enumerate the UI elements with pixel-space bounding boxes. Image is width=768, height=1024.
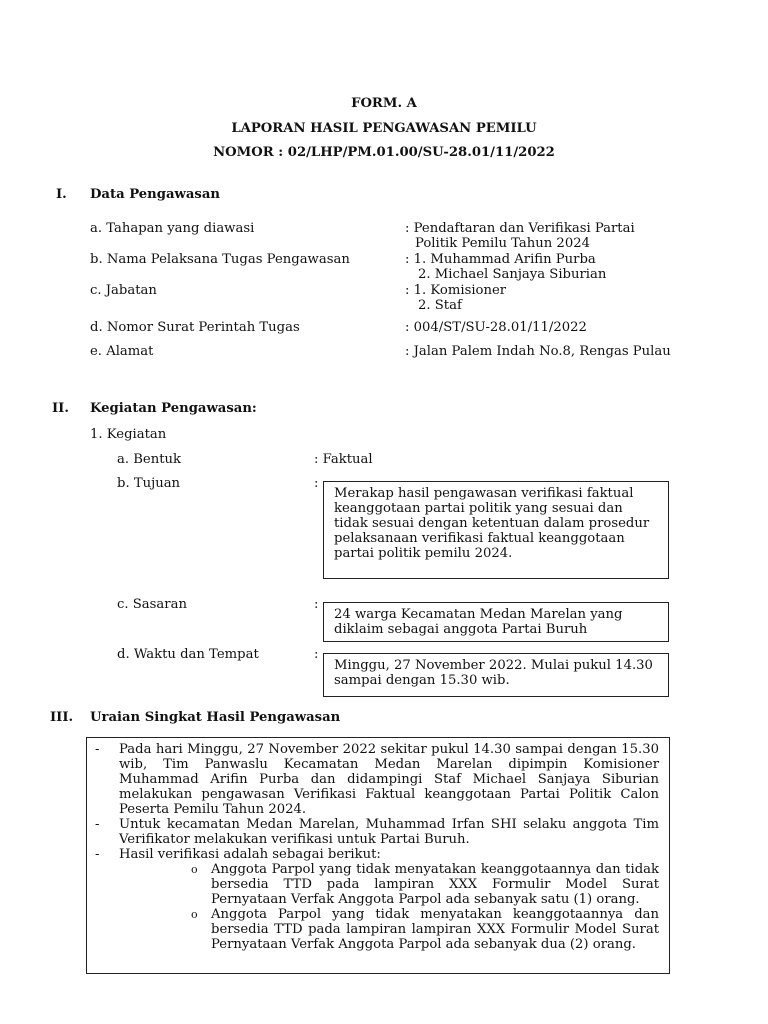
field-value-pelaksana-line2: 2. Michael Sanjaya Siburian: [418, 267, 607, 282]
section-1-number: I.: [56, 187, 67, 202]
kegiatan-heading: 1. Kegiatan: [90, 427, 167, 442]
list-item: [189, 862, 659, 907]
section-3-title: Uraian Singkat Hasil Pengawasan: [90, 710, 341, 725]
uraian-text: Pada hari Minggu, 27 November 2022 sekitar pukul 14.30 sampai dengan 15.30 wib, Tim Panwaslu Kecamatan Medan Marelan dipimpin Komisioner Muhammad Arifin Purba dan didampingi Staf Michael Sanjaya Siburian melakukan pengawasan Verifikasi Faktual keanggotaan Partai Politik Calon Peserta Pemilu Tahun 2024.: [119, 742, 659, 817]
waktu-text: Minggu, 27 November 2022. Mulai pukul 14.30 sampai dengan 15.30 wib.: [334, 658, 653, 688]
field-value-alamat: : Jalan Palem Indah No.8, Rengas Pulau: [405, 344, 671, 359]
tujuan-box: [323, 481, 669, 579]
sasaran-colon: :: [314, 597, 319, 612]
field-value-nomor-surat: : 004/ST/SU-28.01/11/2022: [405, 320, 587, 335]
uraian-text: Untuk kecamatan Medan Marelan, Muhammad Irfan SHI selaku anggota Tim Verifikator melakukan verifikasi untuk Partai Buruh.: [119, 817, 659, 847]
waktu-label: d. Waktu dan Tempat: [117, 647, 259, 662]
waktu-box: [323, 653, 669, 697]
sasaran-label: c. Sasaran: [117, 597, 187, 612]
sasaran-text: 24 warga Kecamatan Medan Marelan yang diklaim sebagai anggota Partai Buruh: [334, 607, 623, 637]
waktu-colon: :: [314, 647, 319, 662]
field-value-jabatan-line2: 2. Staf: [418, 298, 462, 313]
list-item: [89, 847, 659, 952]
sasaran-box: [323, 602, 669, 642]
tujuan-label: b. Tujuan: [117, 476, 181, 491]
document-title: LAPORAN HASIL PENGAWASAN PEMILU: [231, 121, 537, 136]
circle-bullet-icon: o: [191, 863, 198, 876]
list-item: [89, 742, 659, 817]
dash-marker: -: [95, 742, 100, 757]
form-label: FORM. A: [351, 96, 417, 111]
dash-marker: -: [95, 847, 100, 862]
uraian-box: [86, 737, 670, 974]
list-item: [89, 817, 659, 847]
tujuan-text: Merakap hasil pengawasan verifikasi faktual keanggotaan partai politik yang sesuai dan tidak sesuai dengan ketentuan dalam prosedur pelaksanaan verifikasi faktual keanggotaan partai politik pemilu 2024.: [334, 486, 650, 561]
field-value-pelaksana: : 1. Muhammad Arifin Purba: [405, 252, 596, 267]
bentuk-value: : Faktual: [314, 452, 373, 467]
uraian-text: Hasil verifikasi adalah sebagai berikut:: [119, 847, 381, 862]
field-label-pelaksana: b. Nama Pelaksana Tugas Pengawasan: [90, 252, 350, 267]
field-label-alamat: e. Alamat: [90, 344, 154, 359]
circle-bullet-icon: o: [191, 908, 198, 921]
bentuk-label: a. Bentuk: [117, 452, 182, 467]
document-number: NOMOR : 02/LHP/PM.01.00/SU-28.01/11/2022: [213, 145, 555, 160]
section-3-number: III.: [50, 710, 74, 725]
section-2-title: Kegiatan Pengawasan:: [90, 401, 257, 416]
tujuan-colon: :: [314, 476, 319, 491]
field-label-jabatan: c. Jabatan: [90, 283, 157, 298]
section-2-number: II.: [52, 401, 69, 416]
hasil-text: Anggota Parpol yang tidak menyatakan keanggotaannya dan tidak bersedia TTD pada lampiran XXX Formulir Model Surat Pernyataan Verfak Anggota Parpol ada sebanyak satu (1) orang.: [211, 862, 659, 907]
field-label-tahapan: a. Tahapan yang diawasi: [90, 221, 255, 236]
section-1-title: Data Pengawasan: [90, 187, 220, 202]
field-value-tahapan: : Pendaftaran dan Verifikasi Partai: [405, 221, 635, 236]
field-value-tahapan-line2: Politik Pemilu Tahun 2024: [415, 236, 590, 251]
dash-marker: -: [95, 817, 100, 832]
field-value-jabatan: : 1. Komisioner: [405, 283, 507, 298]
hasil-text: Anggota Parpol yang tidak menyatakan keanggotaannya dan bersedia TTD pada lampiran lampiran XXX Formulir Model Surat Pernyataan Verfak Anggota Parpol ada sebanyak dua (2) orang.: [211, 907, 659, 952]
hasil-sublist: [119, 862, 659, 952]
list-item: [189, 907, 659, 952]
field-label-nomor-surat: d. Nomor Surat Perintah Tugas: [90, 320, 300, 335]
uraian-list: [89, 742, 659, 952]
